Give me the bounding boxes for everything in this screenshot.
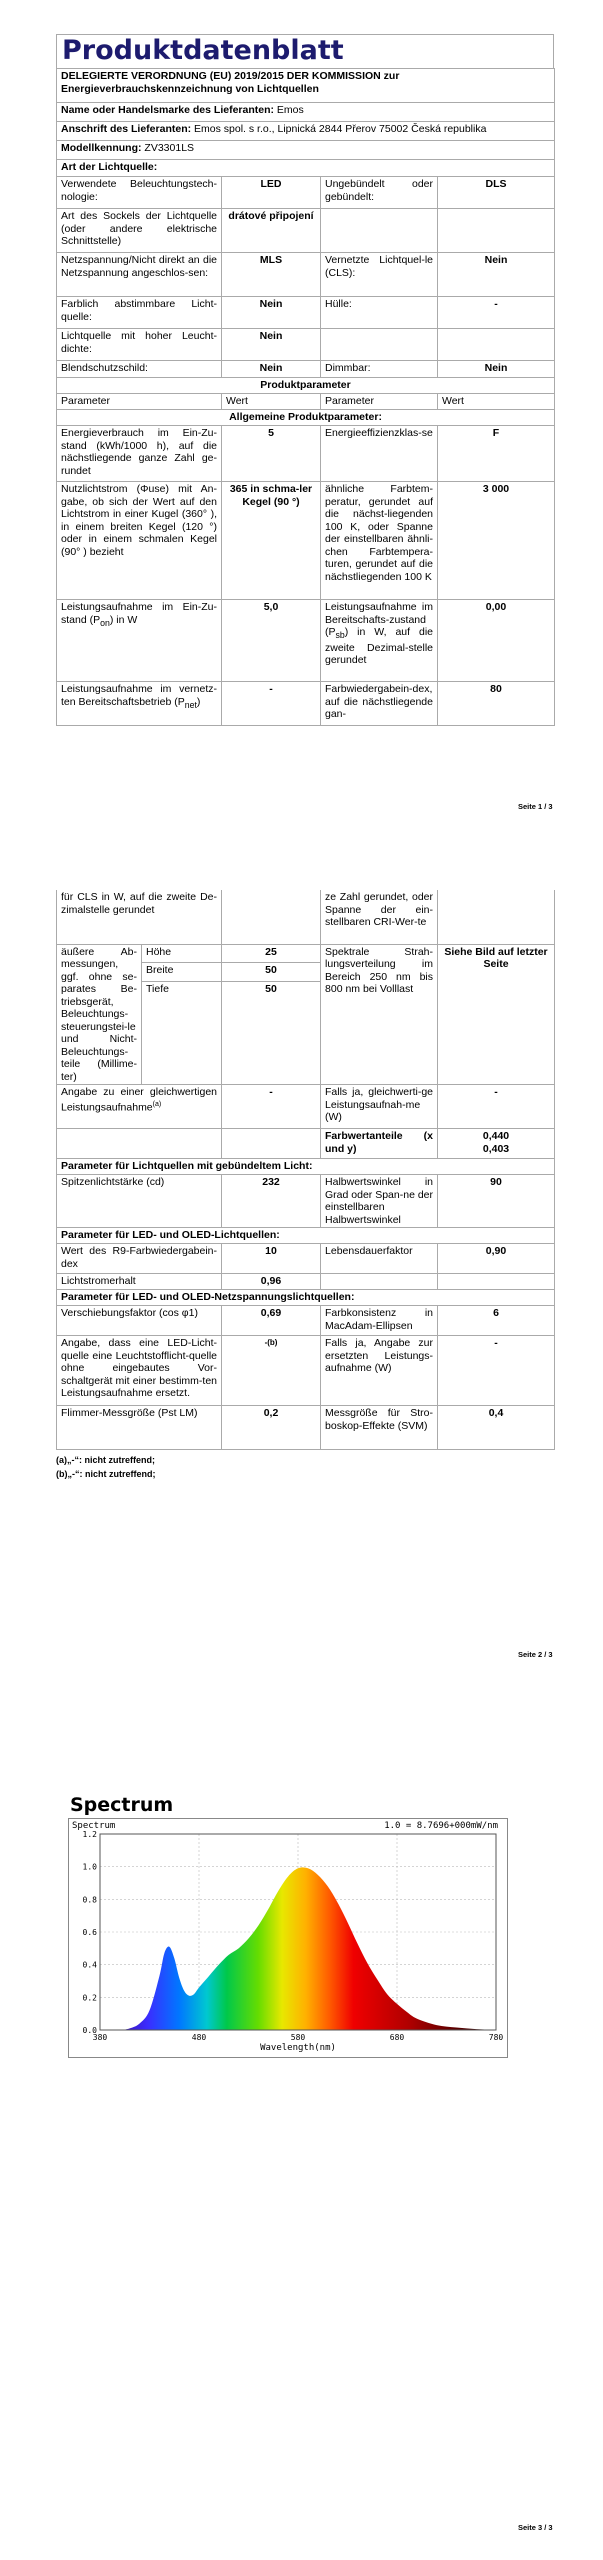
cri-label-cont: ze Zahl gerundet, oder Spanne der ein-stellbaren CRI-Wer-te	[321, 890, 438, 944]
supplier-address-row	[57, 122, 555, 141]
cct-value: 3 000	[438, 482, 555, 600]
life-label: Lebensdauerfaktor	[321, 1244, 438, 1274]
envelope-value: -	[438, 297, 555, 329]
cri-label: Farbwiedergabein-dex, auf die nächstliegende gan-	[321, 682, 438, 726]
page-number-2: Seite 2 / 3	[518, 1650, 553, 1659]
equiv-label: Angabe zu einer gleichwertigen Leistungsaufnahme$^{(a)}$	[57, 1085, 222, 1129]
page-number-1: Seite 1 / 3	[518, 802, 553, 811]
pnet-value: -	[222, 682, 321, 726]
col-param-2: Parameter	[321, 394, 438, 410]
chroma-values	[438, 1129, 555, 1159]
datasheet-table	[56, 68, 555, 726]
model-id: ZV3301LS	[144, 142, 195, 154]
consistency-value: 6	[438, 1306, 555, 1336]
energy-on-value: 5	[222, 426, 321, 482]
eclass-label: Energieeffizienzklas-se	[321, 426, 438, 482]
y-tick-label: 0.8	[82, 1895, 97, 1905]
dimmable-value: Nein	[438, 361, 555, 378]
x-tick-label: 780	[488, 2033, 504, 2042]
mains-label: Netzspannung/Nicht direkt an die Netzspannung angeschlos-sen:	[57, 253, 222, 297]
shift-value: 0,69	[222, 1306, 321, 1336]
equiv-power-label: Falls ja, gleichwerti-ge Leistungsaufnah-me (W)	[321, 1085, 438, 1129]
beam-value: 90	[438, 1175, 555, 1228]
y-tick-label: 0.6	[82, 1928, 97, 1937]
model-label: Modellkennung:	[61, 142, 142, 154]
lightsource-type-label: Art der Lichtquelle:	[57, 160, 555, 177]
y-tick-label: 0.0	[82, 2026, 97, 2035]
height-value: 25	[222, 944, 321, 963]
claim-label: Angabe, dass eine LED-Licht-quelle eine Leuchtstofflicht-quelle ohne eingebautes Vor-schaltgerät mit einer bestimm-ten Leistungsaufnahme ersetzt.	[57, 1336, 222, 1406]
page-title: Produktdatenblatt	[56, 34, 554, 68]
datasheet-frame	[56, 34, 554, 726]
flux-value: 365 in schma-ler Kegel (90 °)	[222, 482, 321, 600]
spd-value: Siehe Bild auf letzter Seite	[438, 944, 555, 1085]
x-tick-label: 580	[290, 2033, 306, 2042]
led-heading: Parameter für LED- und OLED-Lichtquellen:	[57, 1228, 555, 1244]
x-tick-label: 480	[191, 2033, 207, 2042]
maint-label: Lichtstromerhalt	[57, 1274, 222, 1290]
cct-label: ähnliche Farbtem-peratur, gerundet auf die nächst-liegenden 100 K, oder Spanne der einstellbaren ähnli-chen Farbtempera-turen, gerundet auf die nächstliegenden 100 K	[321, 482, 438, 600]
unshaded-value: DLS	[438, 177, 555, 209]
beam-label: Halbwertswinkel in Grad oder Span-ne der einstellbaren Halbwertswinkel	[321, 1175, 438, 1228]
depth-label: Tiefe	[142, 981, 222, 1000]
cap-label: Art des Sockels der Lichtquelle (oder andere elektrische Schnittstelle)	[57, 209, 222, 253]
unshaded-label: Ungebündelt oder gebündelt:	[321, 177, 438, 209]
cls-label: Vernetzte Lichtquel-le (CLS):	[321, 253, 438, 297]
highlum-value: Nein	[222, 329, 321, 361]
dims-label: äußere Ab-messungen, ggf. ohne se-parates Be-triebsgerät, Beleuchtungs-steuerungstei-le und Nicht-Beleuchtungs-teile (Millime-ter)	[57, 944, 142, 1085]
pnet-label-cont: für CLS in W, auf die zweite De-zimalstelle gerundet	[57, 890, 222, 944]
col-value-2: Wert	[438, 394, 555, 410]
replace-value: -	[438, 1336, 555, 1406]
note-b: (b)„-“: nicht zutreffend;	[56, 1469, 156, 1479]
shift-label: Verschiebungsfaktor (cos φ1)	[57, 1306, 222, 1336]
y-tick-label: 1.0	[82, 1862, 97, 1872]
supplier-address: Emos spol. s r.o., Lipnická 2844 Přerov 75002 Česká republika	[194, 123, 487, 135]
height-label: Höhe	[142, 944, 222, 963]
supplier-address-label: Anschrift des Lieferanten:	[61, 123, 192, 135]
dimmable-label: Dimmbar:	[321, 361, 438, 378]
psb-label: Leistungsaufnahme im Bereitschafts-zustand $(P_{sb})$ in W, auf die zweite Dezimal-stelle gerundet	[321, 600, 438, 682]
datasheet-frame-2	[56, 890, 554, 1481]
width-value: 50	[222, 963, 321, 982]
note-a-ref: (a)	[152, 1100, 162, 1108]
spectrum-heading: Spectrum	[70, 1794, 174, 1816]
supplier-name: Emos	[276, 104, 304, 116]
general-heading: Allgemeine Produktparameter:	[57, 410, 555, 426]
regulation-text: DELEGIERTE VERORDNUNG (EU) 2019/2015 DER KOMMISSION zur Energieverbrauchskennzeichnung von Lichtquellen	[57, 69, 555, 103]
chroma-y: 0,403	[482, 1142, 510, 1155]
claim-value: -(b)	[222, 1336, 321, 1406]
mains-heading: Parameter für LED- und OLED-Netzspannungslichtquellen:	[57, 1290, 555, 1306]
glare-value: Nein	[222, 361, 321, 378]
col-value-1: Wert	[222, 394, 321, 410]
mains-value: MLS	[222, 253, 321, 297]
y-tick-label: 0.4	[82, 1960, 97, 1970]
eclass-value: F	[438, 426, 555, 482]
y-tick-label: 0.2	[82, 1993, 97, 2003]
tunable-value: Nein	[222, 297, 321, 329]
tunable-label: Farblich abstimmbare Licht-quelle:	[57, 297, 222, 329]
y-tick-label: 1.2	[82, 1830, 97, 1839]
cap-value: drátové připojení	[222, 209, 321, 253]
pnet-label: Leistungsaufnahme im vernetz-ten Bereitschaftsbetrieb $(P_{net})$	[57, 682, 222, 726]
chart-title: Spectrum	[72, 1821, 116, 1831]
footnotes	[56, 1453, 554, 1481]
tech-value: LED	[222, 177, 321, 209]
x-tick-label: 380	[92, 2033, 108, 2042]
supplier-name-label: Name oder Handelsmarke des Lieferanten:	[61, 104, 274, 116]
model-row	[57, 141, 555, 160]
svm-label: Messgröße für Stro-boskop-Effekte (SVM)	[321, 1406, 438, 1450]
dls-heading: Parameter für Lichtquellen mit gebündeltem Licht:	[57, 1159, 555, 1175]
equiv-power-value: -	[438, 1085, 555, 1129]
x-axis-label: Wavelength(nm)	[260, 2043, 336, 2053]
equiv-value: -	[222, 1085, 321, 1129]
chroma-label: Farbwertanteile (x und y)	[321, 1129, 438, 1159]
params-heading: Produktparameter	[57, 378, 555, 394]
chart-annotation: 1.0 = 8.7696+000mW/nm	[384, 1821, 498, 1831]
replace-label: Falls ja, Angabe zur ersetzten Leistungs-aufnahme (W)	[321, 1336, 438, 1406]
x-tick-label: 680	[389, 2033, 405, 2042]
flicker-value: 0,2	[222, 1406, 321, 1450]
life-value: 0,90	[438, 1244, 555, 1274]
cri-value: 80	[438, 682, 555, 726]
energy-on-label: Energieverbrauch im Ein-Zu-stand (kWh/1000 h), auf die nächstliegende ganze Zahl ge-rundet	[57, 426, 222, 482]
pon-value: 5,0	[222, 600, 321, 682]
spd-label: Spektrale Strah-lungsverteilung im Bereich 250 nm bis 800 nm bei Volllast	[321, 944, 438, 1085]
page-number-3: Seite 3 / 3	[518, 2523, 553, 2532]
glare-label: Blendschutzschild:	[57, 361, 222, 378]
peak-value: 232	[222, 1175, 321, 1228]
width-label: Breite	[142, 963, 222, 982]
tech-label: Verwendete Beleuchtungstech-nologie:	[57, 177, 222, 209]
r9-value: 10	[222, 1244, 321, 1274]
svm-value: 0,4	[438, 1406, 555, 1450]
peak-label: Spitzenlichtstärke (cd)	[57, 1175, 222, 1228]
envelope-label: Hülle:	[321, 297, 438, 329]
supplier-name-row	[57, 103, 555, 122]
note-a: (a)„-“: nicht zutreffend;	[56, 1455, 155, 1465]
col-param-1: Parameter	[57, 394, 222, 410]
r9-label: Wert des R9-Farbwiedergabein-dex	[57, 1244, 222, 1274]
chroma-x: 0,440	[482, 1130, 510, 1142]
datasheet-table-2	[56, 890, 555, 1450]
depth-value: 50	[222, 981, 321, 1000]
psb-value: 0,00	[438, 600, 555, 682]
pon-label: Leistungsaufnahme im Ein-Zu-stand $(P_{on})$ in W	[57, 600, 222, 682]
spectrum-chart	[68, 1818, 508, 2058]
flicker-label: Flimmer-Messgröße (Pst LM)	[57, 1406, 222, 1450]
cls-value: Nein	[438, 253, 555, 297]
flux-label: Nutzlichtstrom (Φuse) mit An-gabe, ob sich der Wert auf den Lichtstrom in einer Kugel (360° ), in einem breiten Kegel (120 °) oder in einem schmalen Kegel (90° ) bezieht	[57, 482, 222, 600]
consistency-label: Farbkonsistenz in MacAdam-Ellipsen	[321, 1306, 438, 1336]
maint-value: 0,96	[222, 1274, 321, 1290]
highlum-label: Lichtquelle mit hoher Leucht-dichte:	[57, 329, 222, 361]
